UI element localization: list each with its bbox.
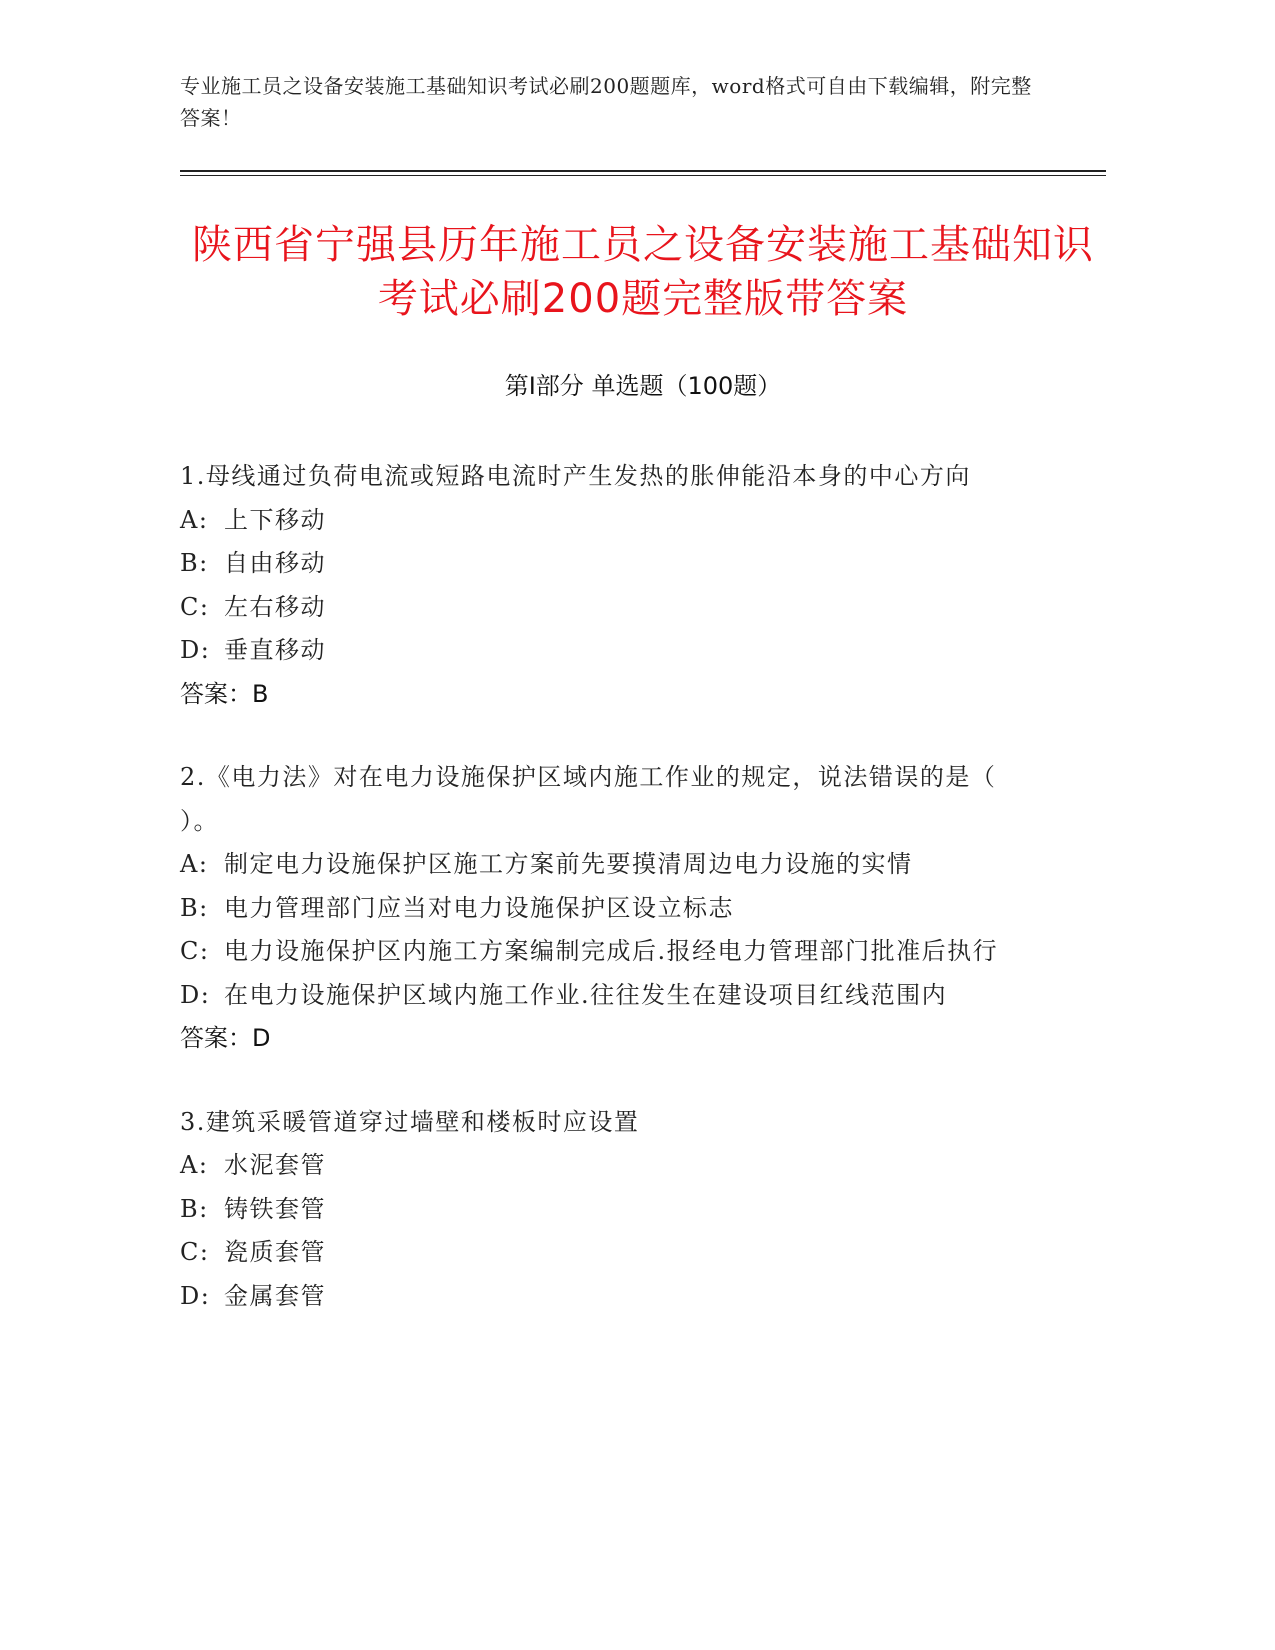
option-text: 瓷质套管: [224, 1238, 326, 1266]
option-d: [180, 1275, 1020, 1319]
header-divider-thin: [180, 175, 1106, 176]
option-a: [180, 1144, 1020, 1188]
question-3: [180, 1101, 1020, 1319]
question-stem: 2.《电力法》对在电力设施保护区域内施工作业的规定，说法错误的是（ ）。: [180, 763, 997, 835]
option-text: 制定电力设施保护区施工方案前先要摸清周边电力设施的实情: [224, 850, 913, 878]
option-key: B:: [180, 549, 209, 577]
question-2: [180, 756, 1020, 1061]
option-c: [180, 586, 1020, 630]
option-key: C:: [180, 937, 210, 965]
question-stem: 3.建筑采暖管道穿过墙壁和楼板时应设置: [180, 1107, 640, 1136]
option-b: [180, 887, 1020, 931]
option-key: C:: [180, 1238, 210, 1266]
answer: 答案：B: [180, 679, 269, 708]
question-list: [180, 455, 1020, 1358]
option-key: C:: [180, 592, 210, 621]
option-key: A:: [180, 1151, 209, 1179]
question-1: [180, 455, 1020, 716]
option-text: 垂直移动: [224, 636, 326, 664]
option-key: D:: [180, 980, 211, 1009]
option-text: 在电力设施保护区域内施工作业.往往发生在建设项目红线范围内: [224, 980, 948, 1009]
option-text: 左右移动: [224, 592, 326, 621]
question-stem: 1.母线通过负荷电流或短路电流时产生发热的胀伸能沿本身的中心方向: [180, 462, 971, 490]
option-key: A:: [180, 505, 209, 534]
answer: 答案：D: [180, 1024, 271, 1052]
option-key: D:: [180, 636, 211, 664]
option-d: [180, 974, 1020, 1018]
option-d: [180, 629, 1020, 673]
option-text: 金属套管: [224, 1281, 326, 1310]
option-c: [180, 1231, 1020, 1275]
option-key: A:: [180, 850, 209, 878]
option-a: [180, 499, 1020, 543]
document-title: 陕西省宁强县历年施工员之设备安装施工基础知识考试必刷200题完整版带答案: [192, 222, 1094, 322]
option-text: 上下移动: [224, 505, 326, 534]
header-note: 专业施工员之设备安装施工基础知识考试必刷200题题库，word格式可自由下载编辑，附完整答案！: [180, 74, 1032, 130]
section-title: 第Ⅰ部分 单选题（100题）: [504, 372, 782, 400]
option-text: 水泥套管: [224, 1151, 326, 1179]
option-text: 电力管理部门应当对电力设施保护区设立标志: [224, 893, 734, 922]
option-b: [180, 542, 1020, 586]
option-a: [180, 843, 1020, 887]
option-b: [180, 1188, 1020, 1232]
option-key: B:: [180, 1194, 209, 1223]
option-c: [180, 930, 1020, 974]
header-divider-thick: [180, 170, 1106, 172]
option-text: 铸铁套管: [224, 1194, 326, 1223]
option-key: D:: [180, 1281, 211, 1310]
option-text: 自由移动: [224, 549, 326, 577]
option-text: 电力设施保护区内施工方案编制完成后.报经电力管理部门批准后执行: [224, 937, 999, 965]
option-key: B:: [180, 893, 209, 922]
